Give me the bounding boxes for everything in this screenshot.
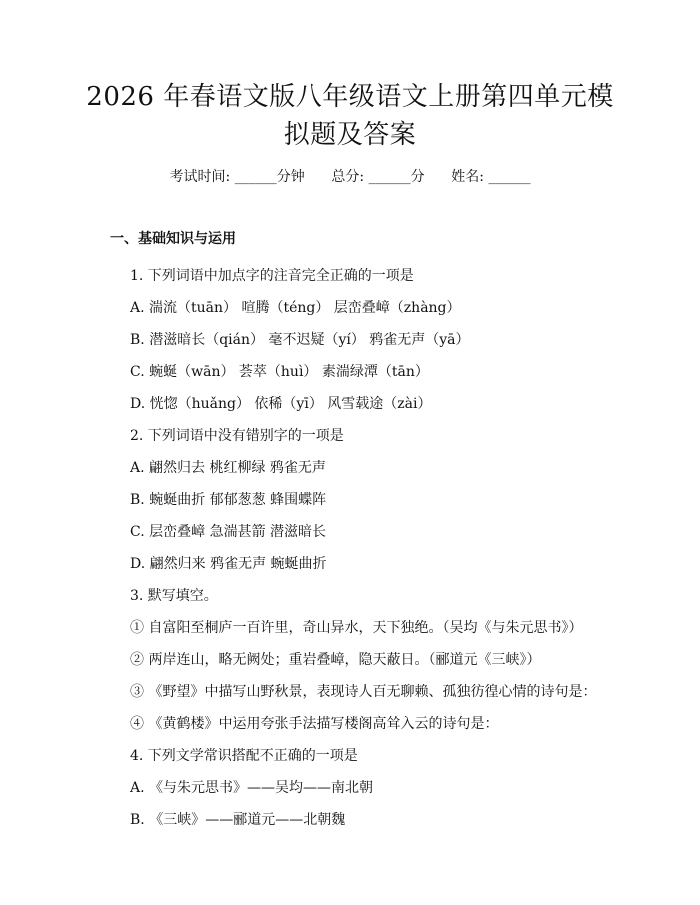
question-list (130, 260, 675, 836)
question-line: C. 层峦叠嶂 急湍甚箭 潜滋暗长 (130, 524, 327, 540)
question-line: A. 翩然归去 桃红柳绿 鸦雀无声 (130, 460, 326, 476)
question-line: ② 两岸连山，略无阙处；重岩叠嶂，隐天蔽日。（郦道元《三峡》） (130, 652, 541, 668)
exam-info-line: 考试时间: ______分钟 总分: ______分 姓名: ______ (169, 169, 531, 185)
question-line: 2. 下列词语中没有错别字的一项是 (130, 428, 344, 444)
question-line: ④ 《黄鹤楼》中运用夸张手法描写楼阁高耸入云的诗句是： (130, 716, 499, 732)
question-line: D. 翩然归来 鸦雀无声 蜿蜒曲折 (130, 556, 327, 572)
question-line: 4. 下列文学常识搭配不正确的一项是 (130, 748, 358, 764)
document-title (40, 78, 660, 154)
question-line: A. 《与朱元思书》——吴均——南北朝 (130, 780, 374, 796)
question-line: B. 《三峡》——郦道元——北朝魏 (130, 812, 346, 828)
question-line: ③ 《野望》中描写山野秋景，表现诗人百无聊赖、孤独彷徨心情的诗句是： (130, 684, 597, 700)
section-heading: 一、基础知识与运用 (110, 231, 236, 247)
title-line-1: 2026 年春语文版八年级语文上册第四单元模 (86, 82, 614, 112)
question-line: ① 自富阳至桐庐一百许里，奇山异水，天下独绝。（吴均《与朱元思书》） (130, 620, 583, 636)
question-line: D. 恍惚（huǎng） 依稀（yī） 风雪载途（zài） (130, 396, 432, 412)
question-line: A. 湍流（tuān） 喧腾（téng） 层峦叠嶂（zhàng） (130, 300, 461, 316)
question-line: B. 蜿蜒曲折 郁郁葱葱 蜂围蝶阵 (130, 492, 327, 508)
question-line: 1. 下列词语中加点字的注音完全正确的一项是 (130, 268, 414, 284)
question-line: B. 潜滋暗长（qián） 毫不迟疑（yí） 鸦雀无声（yā） (130, 332, 470, 348)
question-line: 3. 默写填空。 (130, 588, 218, 604)
question-line: C. 蜿蜒（wān） 荟萃（huì） 素湍绿潭（tān） (130, 364, 429, 380)
title-line-2: 拟题及答案 (283, 120, 417, 150)
